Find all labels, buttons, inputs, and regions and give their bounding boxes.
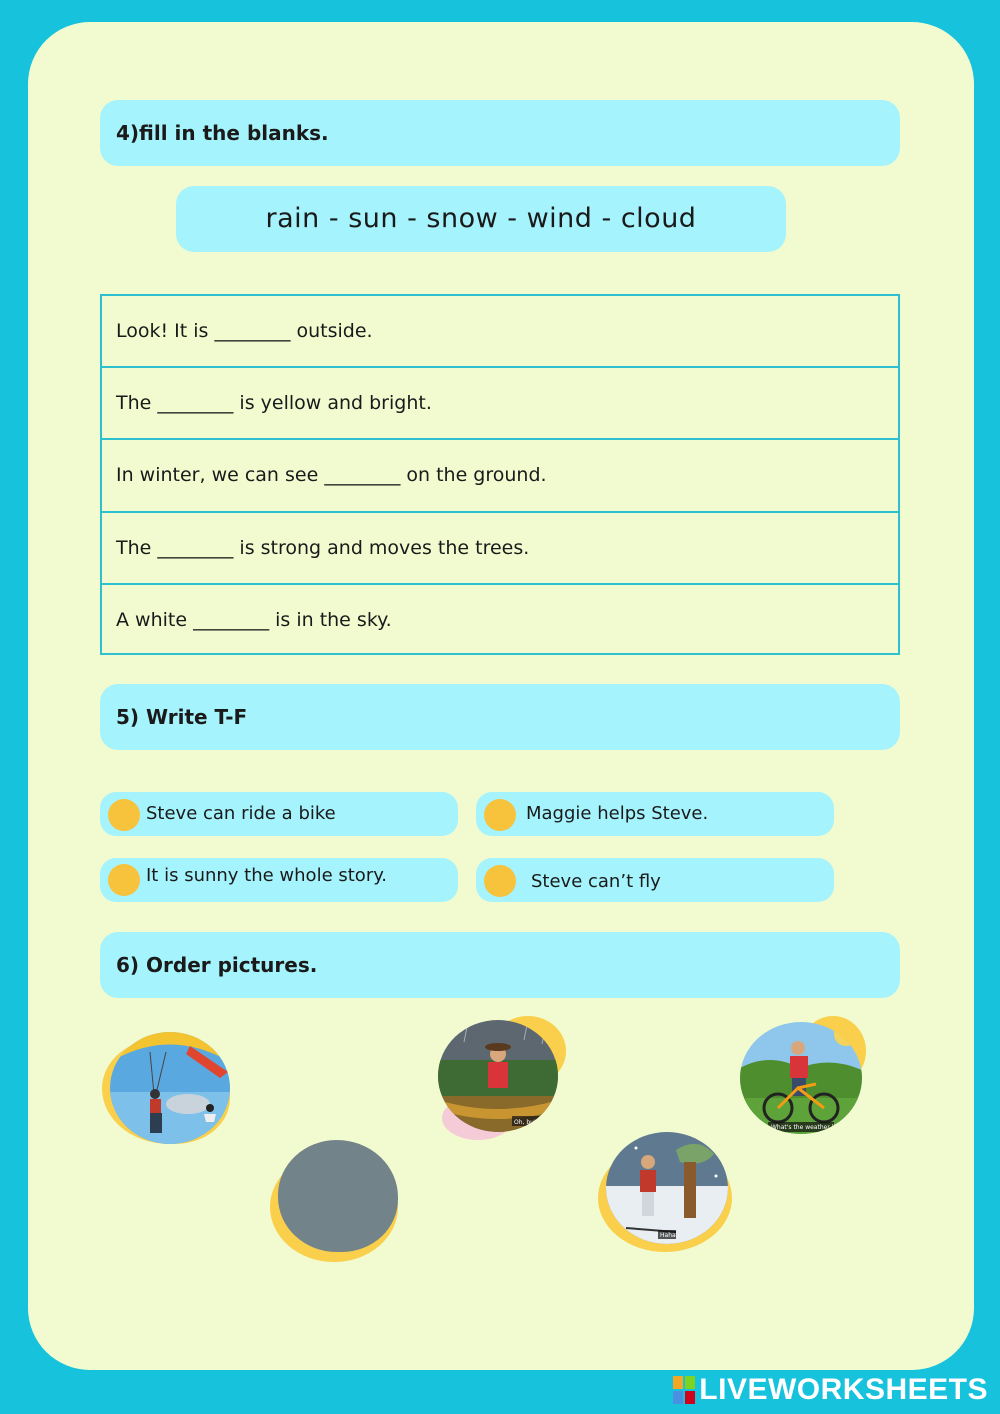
cloud-picture[interactable] xyxy=(266,1138,402,1262)
sentence-row[interactable]: The ________ is yellow and bright. xyxy=(102,368,898,440)
tf-answer-dot[interactable] xyxy=(108,864,140,896)
bike-picture[interactable] xyxy=(738,1016,868,1134)
sentence-row[interactable]: A white ________ is in the sky. xyxy=(116,608,392,631)
word-bank: rain - sun - snow - wind - cloud xyxy=(176,186,786,252)
rain-caption: Oh, but it xyxy=(514,1119,543,1126)
section4-heading: 4)fill in the blanks. xyxy=(100,100,900,166)
tf-statement-label: It is sunny the whole story. xyxy=(146,865,388,886)
brand-text: LIVEWORKSHEETS xyxy=(699,1373,988,1406)
bike-caption: What's the weather like? xyxy=(771,1124,846,1131)
tf-statement xyxy=(476,792,834,836)
sentence-row[interactable]: Look! It is ________ outside. xyxy=(102,296,898,368)
paragliding-picture[interactable] xyxy=(102,1026,234,1148)
section5-heading: 5) Write T-F xyxy=(100,684,900,750)
liveworksheets-icon xyxy=(673,1376,695,1404)
tf-statement-label: Maggie helps Steve. xyxy=(526,803,709,824)
fill-blanks-table xyxy=(100,294,900,655)
tf-answer-dot[interactable] xyxy=(484,865,516,897)
tf-statement xyxy=(100,792,458,836)
tf-answer-dot[interactable] xyxy=(484,799,516,831)
section6-heading: 6) Order pictures. xyxy=(100,932,900,998)
tf-statement-label: Steve can’t fly xyxy=(531,871,661,892)
liveworksheets-logo xyxy=(673,1372,988,1408)
snow-ski-picture[interactable] xyxy=(598,1128,732,1252)
rain-canoe-picture[interactable] xyxy=(436,1016,568,1140)
tf-statement xyxy=(100,858,458,902)
sentence-row[interactable]: The ________ is strong and moves the trees. xyxy=(102,513,898,585)
tf-statement-label: Steve can ride a bike xyxy=(146,803,336,824)
snow-caption: Haha xyxy=(660,1232,676,1239)
tf-answer-dot[interactable] xyxy=(108,799,140,831)
sentence-row[interactable]: In winter, we can see ________ on the ground. xyxy=(102,440,898,512)
tf-statement xyxy=(476,858,834,902)
